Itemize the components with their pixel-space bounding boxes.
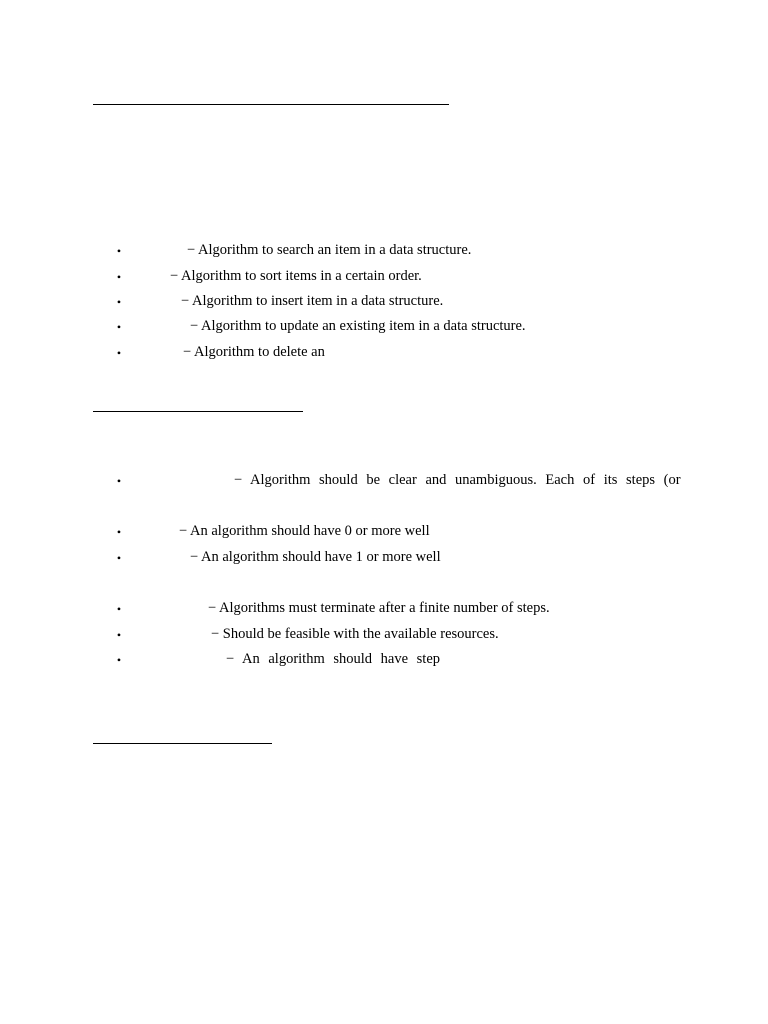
bullet: • [116, 653, 122, 667]
bullet: • [116, 628, 122, 642]
bullet: • [116, 525, 122, 539]
bullet: • [116, 320, 122, 334]
list-item-text: − An algorithm should have 0 or more well [179, 523, 430, 539]
list-item-text: − Algorithm to update an existing item in a data structure. [190, 318, 526, 334]
bullet: • [116, 602, 122, 616]
list-item-text: − Algorithm to search an item in a data structure. [187, 242, 472, 258]
list-item-text: − Algorithms must terminate after a finite number of steps. [208, 600, 550, 616]
list-item-text: − Algorithm to delete an [183, 344, 325, 360]
list-item-text: − An algorithm should have 1 or more well [190, 549, 441, 565]
heading-underline-1 [93, 104, 449, 105]
bullet: • [116, 346, 122, 360]
bullet: • [116, 551, 122, 565]
list-item-text: − Algorithm to sort items in a certain order. [170, 268, 422, 284]
list-item-text: − An algorithm should have step [226, 651, 441, 667]
heading-underline-2 [93, 411, 303, 412]
bullet: • [116, 244, 122, 258]
heading-underline-3 [93, 743, 272, 744]
bullet: • [116, 295, 122, 309]
list-item-text: − Should be feasible with the available resources. [211, 626, 499, 642]
list-item-text: − Algorithm should be clear and unambiguous. Each of its steps (or [234, 472, 681, 488]
bullet: • [116, 474, 122, 488]
list-item-text: − Algorithm to insert item in a data structure. [181, 293, 444, 309]
bullet: • [116, 270, 122, 284]
